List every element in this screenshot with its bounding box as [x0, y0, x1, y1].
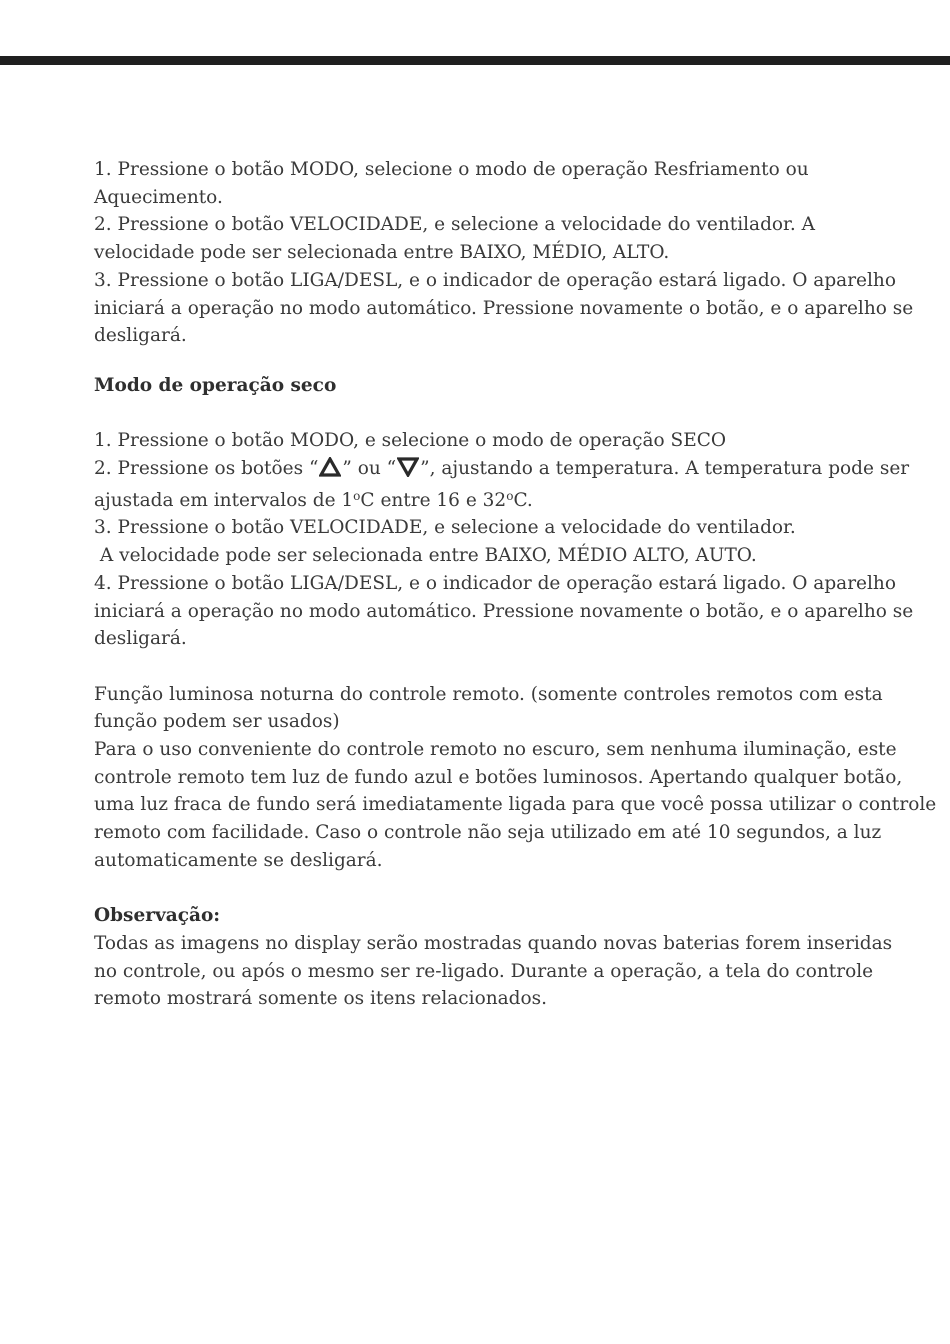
- text-line: remoto mostrará somente os itens relacionados.: [94, 988, 548, 1010]
- text-line: automaticamente se desligará.: [94, 849, 383, 871]
- text-line: Aquecimento.: [94, 186, 223, 208]
- dry-mode-instructions: [94, 427, 914, 653]
- text-line: 2. Pressione o botão VELOCIDADE, e selecione a velocidade do ventilador. A: [94, 214, 815, 236]
- night-light-section: [94, 681, 937, 875]
- text-line: desligará.: [94, 325, 187, 347]
- text-fragment: ”, ajustando a temperatura. A temperatura pode ser: [420, 458, 910, 480]
- text-line: Todas as imagens no display serão mostradas quando novas baterias forem inseridas: [94, 932, 893, 954]
- text-fragment: ” ou “: [342, 458, 397, 480]
- triangle-up-icon: [319, 457, 341, 477]
- text-line: desligará.: [94, 628, 187, 650]
- text-line: função podem ser usados): [94, 711, 340, 733]
- text-line: iniciará a operação no modo automático. Pressione novamente o botão, e o aparelho se: [94, 297, 914, 319]
- text-line: velocidade pode ser selecionada entre BAIXO, MÉDIO, ALTO.: [94, 242, 670, 264]
- top-rule: [0, 56, 950, 65]
- text-line: 1. Pressione o botão MODO, e selecione o modo de operação SECO: [94, 430, 727, 452]
- text-line: remoto com facilidade. Caso o controle não seja utilizado em até 10 segundos, a luz: [94, 822, 882, 844]
- text-line: [94, 483, 894, 515]
- text-fragment: 2. Pressione os botões “: [94, 458, 319, 480]
- text-line: iniciará a operação no modo automático. Pressione novamente o botão, e o aparelho se: [94, 600, 914, 622]
- text-line: 3. Pressione o botão LIGA/DESL, e o indicador de operação estará ligado. O aparelho: [94, 269, 896, 291]
- text-line: [94, 455, 910, 483]
- degree-symbol: o: [506, 488, 514, 503]
- text-line: 3. Pressione o botão VELOCIDADE, e selecione a velocidade do ventilador.: [94, 517, 796, 539]
- triangle-down-icon: [397, 457, 419, 477]
- text-fragment: ajustada em intervalos de 1: [94, 489, 354, 511]
- note-section: [94, 930, 894, 1013]
- text-line: no controle, ou após o mesmo ser re-ligado. Durante a operação, a tela do controle: [94, 960, 874, 982]
- text-line: Função luminosa noturna do controle remoto. (somente controles remotos com esta: [94, 683, 883, 705]
- note-heading: Observação:: [94, 905, 221, 927]
- cool-heat-instructions: [94, 156, 914, 350]
- text-line: 1. Pressione o botão MODO, selecione o modo de operação Resfriamento ou: [94, 159, 809, 180]
- text-line: A velocidade pode ser selecionada entre BAIXO, MÉDIO ALTO, AUTO.: [94, 545, 757, 567]
- text-line: controle remoto tem luz de fundo azul e botões luminosos. Apertando qualquer botão,: [94, 766, 903, 788]
- text-line: Para o uso conveniente do controle remoto no escuro, sem nenhuma iluminação, este: [94, 739, 897, 761]
- text-fragment: C.: [513, 489, 533, 511]
- dry-mode-heading: Modo de operação seco: [94, 374, 337, 396]
- degree-symbol: o: [353, 488, 361, 503]
- text-line: 4. Pressione o botão LIGA/DESL, e o indicador de operação estará ligado. O aparelho: [94, 572, 896, 594]
- text-line: uma luz fraca de fundo será imediatamente ligada para que você possa utilizar o controle: [94, 794, 937, 816]
- text-fragment: C entre 16 e 32: [360, 489, 507, 511]
- document-body: [94, 156, 937, 1013]
